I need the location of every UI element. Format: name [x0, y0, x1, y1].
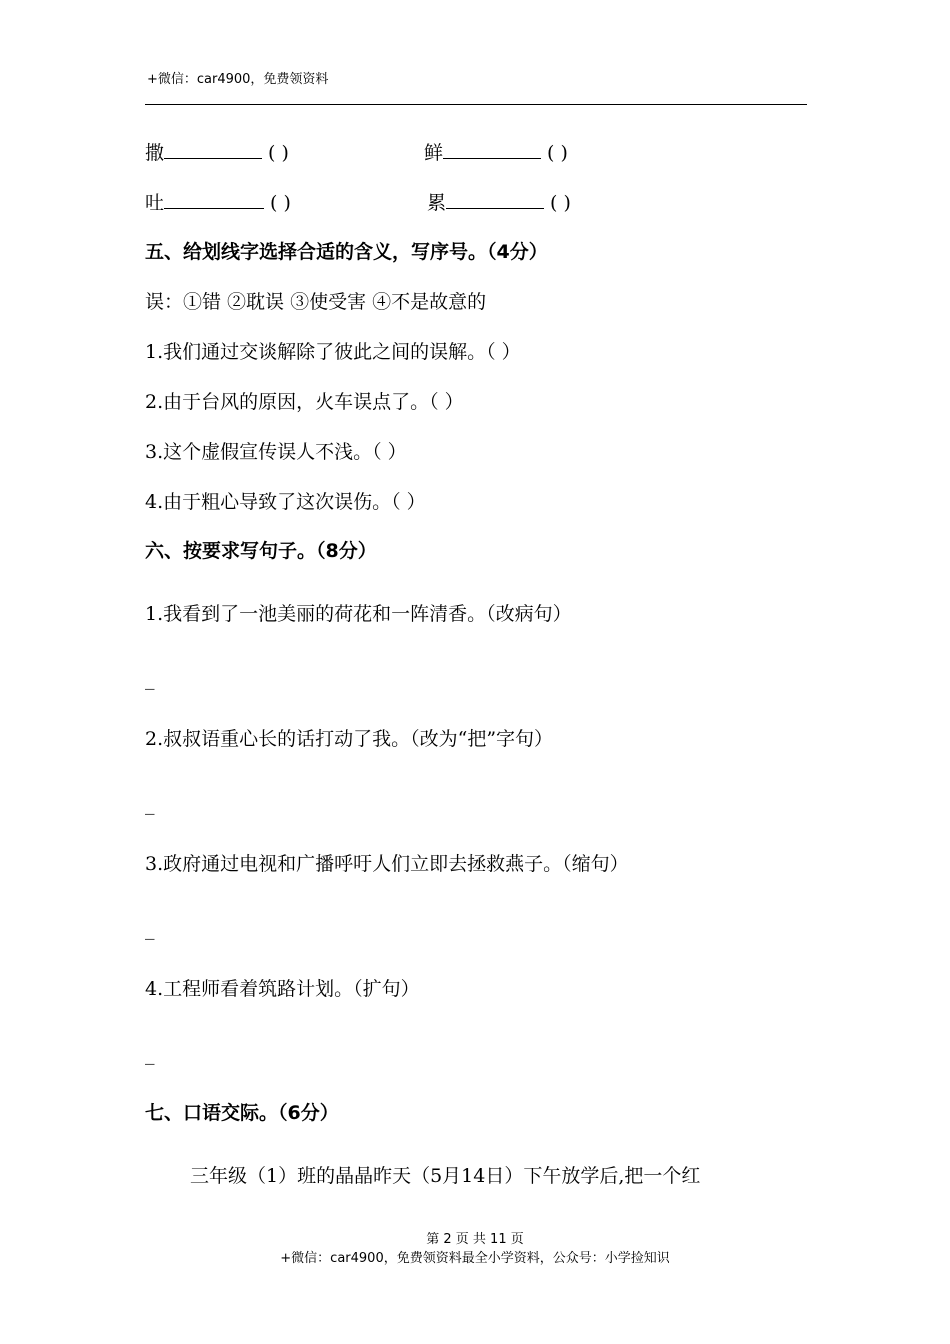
- section-6-item-1: 1.我看到了一池美丽的荷花和一阵清香。（改病句）: [145, 603, 572, 625]
- q4-row-1-right: [424, 138, 568, 165]
- q4-row-2-left: [145, 188, 291, 215]
- section-7-paragraph: 三年级（1）班的晶晶昨天（5月14日）下午放学后,把一个红: [190, 1165, 701, 1187]
- q4-row-2-right: [427, 188, 571, 215]
- section-6-item-2: 2.叔叔语重心长的话打动了我。（改为“把”字句）: [145, 728, 554, 750]
- answer-paren: ( ): [550, 192, 571, 214]
- section-6-item-3: 3.政府通过电视和广播呼吁人们立即去拯救燕子。（缩句）: [145, 853, 629, 875]
- section-5-item-4: 4.由于粗心导致了这次误伤。（ ）: [145, 491, 426, 513]
- answer-line-1[interactable]: _: [145, 668, 155, 690]
- answer-line-3[interactable]: _: [145, 918, 155, 940]
- q4-char: 撒: [145, 142, 165, 164]
- section-5-item-2: 2.由于台风的原因，火车误点了。（ ）: [145, 391, 464, 413]
- section-5-item-3: 3.这个虚假宣传误人不浅。（ ）: [145, 441, 407, 463]
- answer-blank[interactable]: [443, 138, 541, 159]
- q4-row-1-left: [145, 138, 289, 165]
- answer-paren: ( ): [270, 192, 291, 214]
- answer-line-2[interactable]: _: [145, 793, 155, 815]
- q4-char: 鲜: [424, 142, 444, 164]
- answer-paren: ( ): [547, 142, 568, 164]
- header-rule: [145, 104, 807, 105]
- page-header: +微信：car4900，免费领资料: [147, 72, 329, 87]
- q4-char: 累: [427, 192, 447, 214]
- answer-blank[interactable]: [446, 188, 544, 209]
- q4-char: 吐: [145, 192, 165, 214]
- answer-blank[interactable]: [164, 188, 264, 209]
- section-5-title: 五、给划线字选择合适的含义，写序号。（4分）: [145, 241, 548, 263]
- section-7-title: 七、口语交际。（6分）: [145, 1102, 339, 1124]
- section-6-title: 六、按要求写句子。（8分）: [145, 540, 377, 562]
- answer-line-4[interactable]: _: [145, 1043, 155, 1065]
- section-5-item-1: 1.我们通过交谈解除了彼此之间的误解。（ ）: [145, 341, 521, 363]
- answer-paren: ( ): [268, 142, 289, 164]
- page-number: 第 2 页 共 11 页: [426, 1232, 524, 1247]
- page-footer: +微信：car4900，免费领资料最全小学资料，公众号：小学捡知识: [280, 1251, 670, 1266]
- section-6-item-4: 4.工程师看着筑路计划。（扩句）: [145, 978, 420, 1000]
- answer-blank[interactable]: [164, 138, 262, 159]
- section-5-options: 误：①错 ②耽误 ③使受害 ④不是故意的: [145, 291, 487, 313]
